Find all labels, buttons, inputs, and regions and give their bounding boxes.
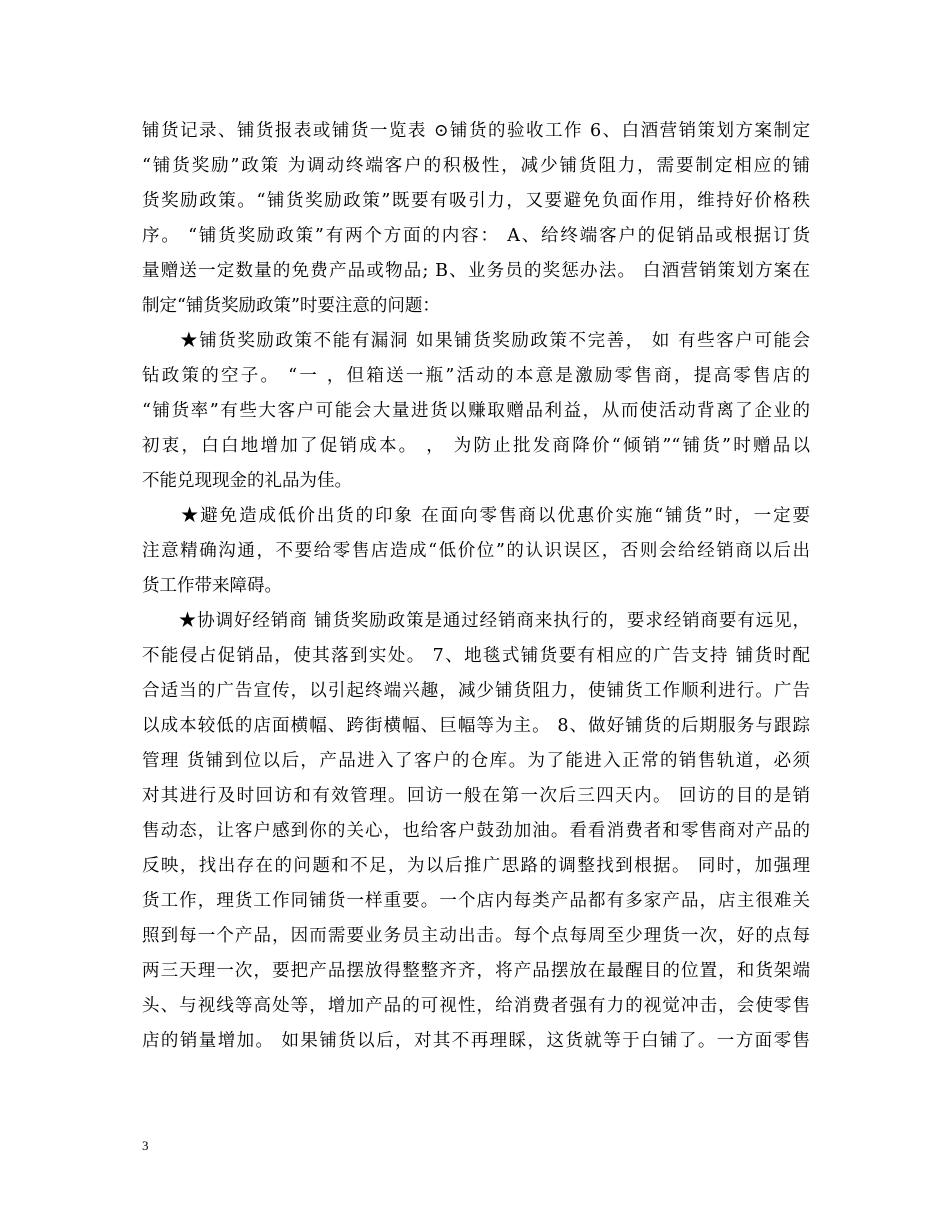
text-line: 两三天理一次，要把产品摆放得整整齐齐，将产品摆放在最醒目的位置，和货架端 [142,961,810,981]
text-line: 货工作，理货工作同铺货一样重要。一个店内每类产品都有多家产品，店主很难关 [142,891,810,911]
text-line: 铺货记录、铺货报表或铺货一览表 ⊙铺货的验收工作 6、白酒营销策划方案制定 [142,121,810,141]
text-line: ★避免造成低价出货的印象 在面向零售商以优惠价实施“铺货”时，一定要 [142,506,810,526]
text-line: 合适当的广告宣传，以引起终端兴趣，减少铺货阻力，使铺货工作顺利进行。广告 [142,681,810,701]
text-line: 售动态，让客户感到你的关心，也给客户鼓劲加油。看看消费者和零售商对产品的 [142,821,810,841]
text-line: “铺货率”有些大客户可能会大量进货以赚取赠品利益，从而使活动背离了企业的 [142,401,810,421]
text-line: ★铺货奖励政策不能有漏洞 如果铺货奖励政策不完善， 如 有些客户可能会 [142,331,810,351]
text-line: 不能兑现现金的礼品为佳。 [142,471,352,491]
text-line: 照到每一个产品，因而需要业务员主动出击。每个点每周至少理货一次，好的点每 [142,926,810,946]
text-line: 对其进行及时回访和有效管理。回访一般在第一次后三四天内。 回访的目的是销 [142,786,810,806]
text-line: 不能侵占促销品，使其落到实处。 7、地毯式铺货要有相应的广告支持 铺货时配 [142,646,810,666]
text-line: 序。 “铺货奖励政策”有两个方面的内容： A、给终端客户的促销品或根据订货 [142,226,810,246]
text-line: 注意精确沟通，不要给零售店造成“低价位”的认识误区，否则会给经销商以后出 [142,541,810,561]
text-line: ★协调好经销商 铺货奖励政策是通过经销商来执行的，要求经销商要有远见， [142,611,810,631]
text-line: 以成本较低的店面横幅、跨街横幅、巨幅等为主。 8、做好铺货的后期服务与跟踪 [142,716,810,736]
text-line: 初衷，白白地增加了促销成本。 ， 为防止批发商降价“倾销”“铺货”时赠品以 [142,436,810,456]
text-line: 货工作带来障碍。 [142,576,282,596]
text-line: 制定“铺货奖励政策”时要注意的问题： [142,296,440,316]
text-line: 反映，找出存在的问题和不足，为以后推广思路的调整找到根据。 同时，加强理 [142,856,810,876]
text-line: 管理 货铺到位以后，产品进入了客户的仓库。为了能进入正常的销售轨道，必须 [142,751,810,771]
text-line: 钻政策的空子。 “一 ，但箱送一瓶”活动的本意是激励零售商，提高零售店的 [142,366,810,386]
page-number: 3 [142,1138,149,1153]
text-line: 头、与视线等高处等，增加产品的可视性，给消费者强有力的视觉冲击，会使零售 [142,996,810,1016]
text-line: 货奖励政策。“铺货奖励政策”既要有吸引力，又要避免负面作用，维持好价格秩 [142,191,810,211]
text-line: “铺货奖励”政策 为调动终端客户的积极性，减少铺货阻力，需要制定相应的铺 [142,156,810,176]
text-line: 店的销量增加。 如果铺货以后，对其不再理睬，这货就等于白铺了。一方面零售 [142,1031,810,1051]
text-line: 量赠送一定数量的免费产品或物品; B、业务员的奖惩办法。 白酒营销策划方案在 [142,261,810,281]
body-text [142,114,810,1059]
